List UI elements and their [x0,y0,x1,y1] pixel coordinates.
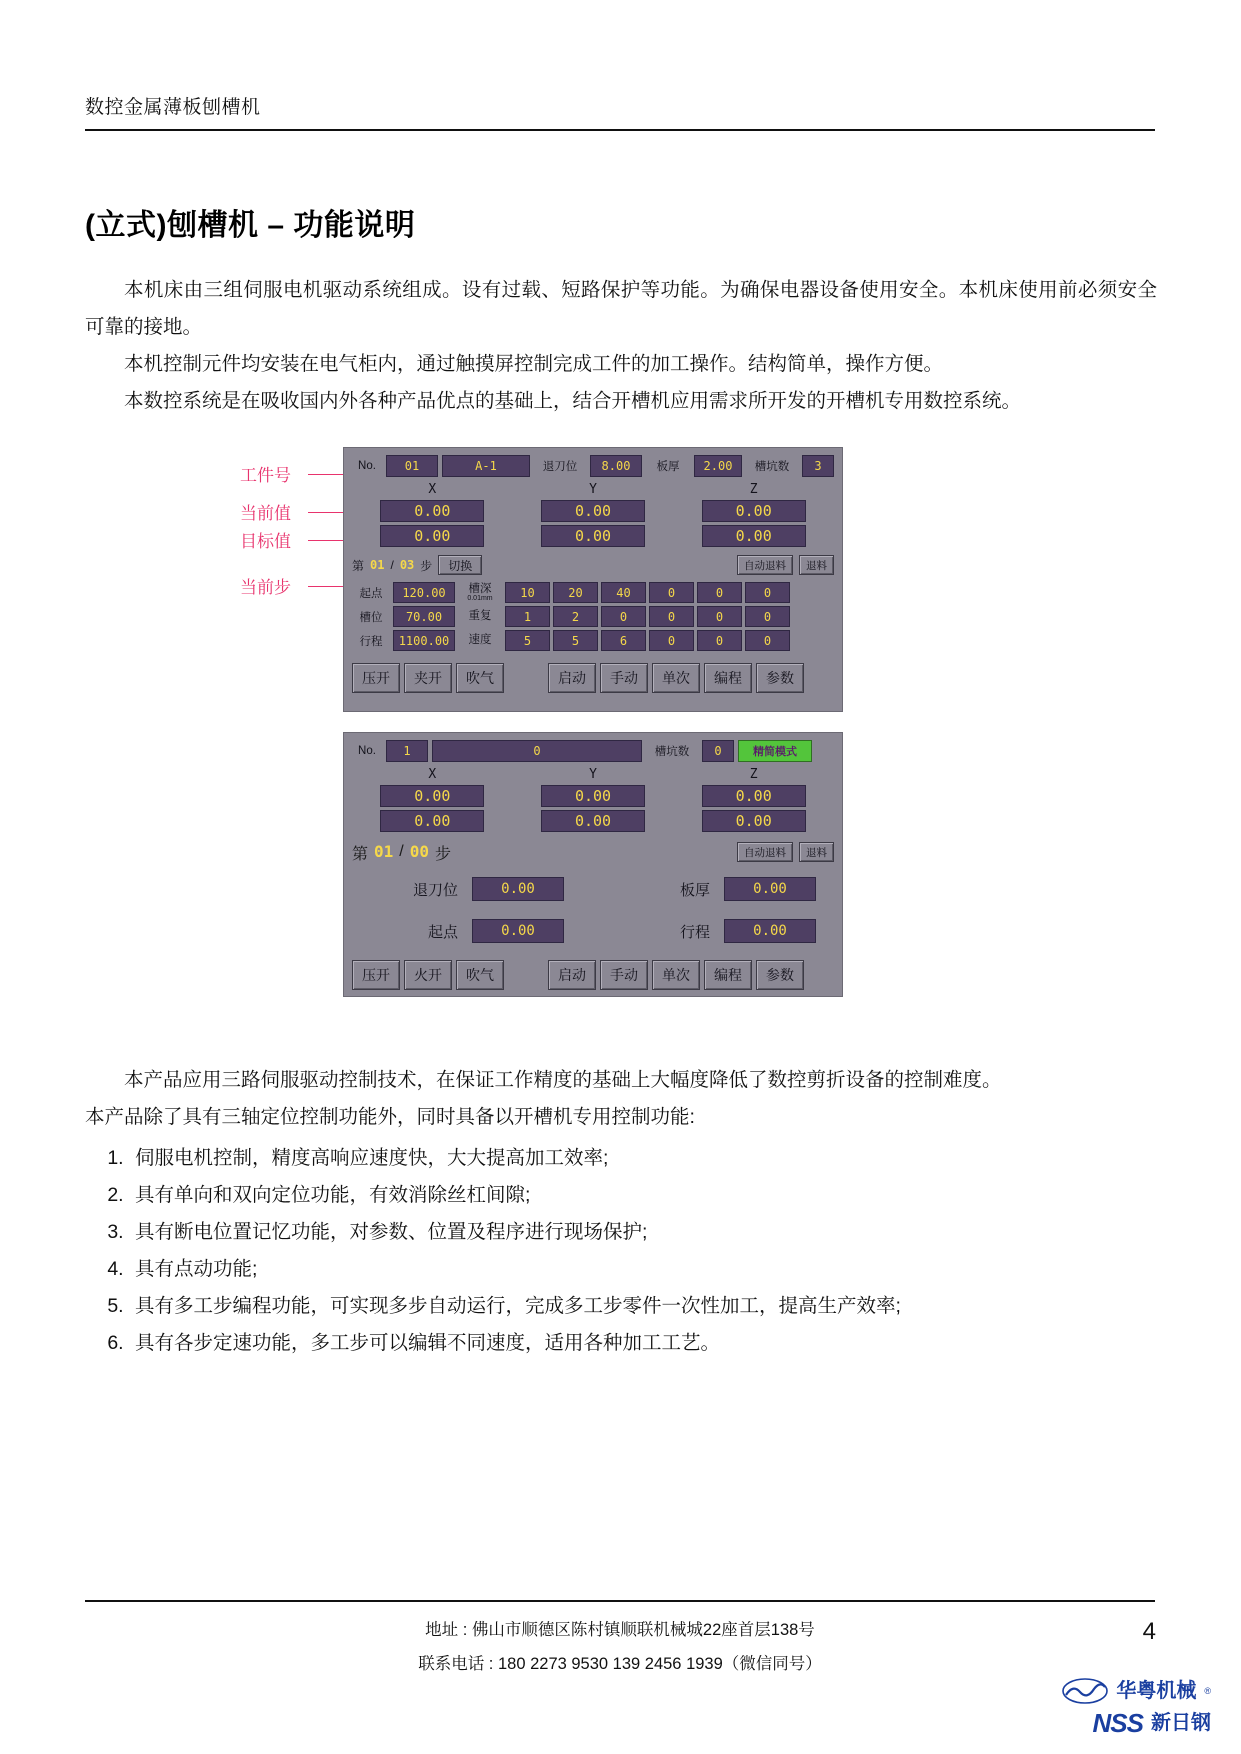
panel1-button-bar [352,663,834,693]
blow-air-button[interactable]: 吹气 [456,663,504,693]
groove-depth-cell[interactable]: 0 [697,582,742,603]
workpiece-name-field[interactable]: 0 [432,740,642,762]
lower-paragraph-2: 本产品除了具有三轴定位控制功能外，同时具备以开槽机专用控制功能: [85,1106,695,1128]
annotation-current-step: 当前步 [240,573,291,598]
retract-position-label: 退刀位 [412,881,458,899]
thickness-field[interactable]: 2.00 [694,455,742,477]
intro-paragraph-3: 本数控系统是在吸收国内外各种产品优点的基础上，结合开槽机应用需求所开发的开槽机专用数控系统。 [124,390,1022,412]
panel1-step-row [352,555,834,575]
panel2-target-values [352,810,834,832]
repeat-cell[interactable]: 1 [505,606,550,627]
lower-paragraph-1: 本产品应用三路伺服驱动控制技术，在保证工作精度的基础上大幅度降低了数控剪折设备的控制难度。 [124,1069,1002,1091]
parameters-button[interactable]: 参数 [756,960,804,990]
repeat-cell[interactable]: 0 [649,606,694,627]
clamp-open-button[interactable]: 夹开 [404,663,452,693]
pit-count-label: 槽坑数 [754,461,790,473]
repeat-cell[interactable]: 2 [553,606,598,627]
logo-huayue-text: 华粤机械 [1116,1680,1197,1702]
panel2-header-row [352,740,834,762]
list-item: 6. 具有各步定速功能，多工步可以编辑不同速度，适用各种加工工艺。 [129,1325,1157,1362]
step-prefix: 第 [352,845,369,863]
intro-paragraph-1: 本机床由三组伺服电机驱动系统组成。设有过载、短路保护等功能。为确保电器设备使用安全。本机床使用前必须安全可靠的接地。 [85,279,1157,338]
step-current: 01 [374,842,394,861]
thickness-label: 板厚 [679,881,710,899]
panel1-current-values [352,500,834,522]
header-divider [85,129,1155,131]
workpiece-no-field[interactable]: 01 [386,455,438,477]
groove-depth-cell[interactable]: 40 [601,582,646,603]
unload-button[interactable]: 退料 [799,842,834,862]
list-item: 2. 具有单向和双向定位功能，有效消除丝杠间隙; [129,1177,1157,1214]
step-prefix: 第 [352,558,365,573]
list-item: 4. 具有点动功能; [129,1251,1157,1288]
logo-nss-text: NSS [1092,1708,1143,1738]
wave-logo-icon [1062,1678,1108,1704]
target-value-y[interactable]: 0.00 [541,810,645,832]
annotation-current-value: 当前值 [240,499,291,524]
brand-logos [1062,1678,1211,1736]
axis-label-x: X [428,767,437,782]
workpiece-no-field[interactable]: 1 [386,740,428,762]
parameters-button[interactable]: 参数 [756,663,804,693]
table-row [352,630,834,651]
unload-button[interactable]: 退料 [799,555,834,575]
groove-position-field[interactable]: 70.00 [393,606,455,627]
target-value-z[interactable]: 0.00 [702,525,806,547]
feature-section [85,1062,1157,1362]
page-number: 4 [1142,1618,1156,1645]
axis-label-y: Y [589,767,597,782]
repeat-cell[interactable]: 0 [697,606,742,627]
workpiece-no-label: No. [358,460,376,472]
panel2-axis-headers [352,767,834,782]
list-item: 1. 伺服电机控制，精度高响应速度快，大大提高加工效率; [129,1140,1157,1177]
pit-count-field[interactable]: 0 [702,740,734,762]
start-button[interactable]: 启动 [548,663,596,693]
thickness-label: 板厚 [656,461,680,473]
thickness-field[interactable]: 0.00 [724,877,816,901]
current-value-x[interactable]: 0.00 [380,500,484,522]
logo-nss-cn-text: 新日钢 [1151,1712,1211,1734]
registered-mark-icon: ® [1204,1685,1211,1696]
table-row [352,582,834,603]
groove-depth-cell[interactable]: 0 [745,582,790,603]
table-row [352,606,834,627]
panel1-parameter-grid [352,582,834,651]
single-cycle-button[interactable]: 单次 [652,960,700,990]
step-separator: / [399,843,404,860]
header-title: 数控金属薄板刨槽机 [85,97,261,118]
simple-mode-badge[interactable]: 精简模式 [738,740,812,762]
panel1-target-values [352,525,834,547]
programming-button[interactable]: 编程 [704,960,752,990]
speed-label: 速度 [468,634,492,647]
auto-unload-button[interactable]: 自动退料 [737,842,793,862]
step-total: 03 [399,558,415,572]
step-suffix: 步 [435,845,452,863]
groove-depth-cell[interactable]: 20 [553,582,598,603]
pit-count-label: 槽坑数 [654,746,690,758]
annotation-target-value: 目标值 [240,527,291,552]
footer-contact [85,1613,1155,1681]
panel2-current-values [352,785,834,807]
stroke-label: 行程 [679,923,710,941]
target-value-x[interactable]: 0.00 [380,525,484,547]
panel2-parameter-pairs [352,876,834,944]
programming-button[interactable]: 编程 [704,663,752,693]
step-suffix: 步 [420,558,433,573]
groove-depth-label: 槽深 0.01mm [467,582,493,602]
hmi-panel-simple [343,732,843,997]
current-value-y[interactable]: 0.00 [541,785,645,807]
repeat-cell[interactable]: 0 [601,606,646,627]
table-row [352,918,834,944]
current-value-z[interactable]: 0.00 [702,785,806,807]
footer-divider [85,1600,1155,1602]
target-value-z[interactable]: 0.00 [702,810,806,832]
retract-position-field[interactable]: 8.00 [590,455,642,477]
groove-position-label: 槽位 [359,611,383,624]
repeat-label: 重复 [468,610,492,623]
press-open-button[interactable]: 压开 [352,960,400,990]
footer-phone: 联系电话 : 180 2273 9530 139 2456 1939（微信同号） [418,1655,822,1673]
speed-cell[interactable]: 5 [505,630,550,651]
speed-cell[interactable]: 6 [601,630,646,651]
start-point-field[interactable]: 0.00 [472,919,564,943]
single-cycle-button[interactable]: 单次 [652,663,700,693]
list-item: 3. 具有断电位置记忆功能，对参数、位置及程序进行现场保护; [129,1214,1157,1251]
manual-button[interactable]: 手动 [600,663,648,693]
manual-button[interactable]: 手动 [600,960,648,990]
current-value-y[interactable]: 0.00 [541,500,645,522]
feature-list [85,1140,1157,1362]
logo-nss [1062,1710,1211,1736]
intro-paragraphs [85,272,1157,420]
current-value-z[interactable]: 0.00 [702,500,806,522]
hmi-screenshots [85,455,1157,995]
panel1-axis-headers [352,482,834,497]
target-value-y[interactable]: 0.00 [541,525,645,547]
panel1-header-row [352,455,834,477]
speed-cell[interactable]: 0 [745,630,790,651]
switch-button[interactable]: 切换 [438,555,482,575]
logo-huayue [1062,1678,1211,1704]
axis-label-z: Z [749,482,758,497]
speed-cell[interactable]: 5 [553,630,598,651]
fire-open-button[interactable]: 火开 [404,960,452,990]
press-open-button[interactable]: 压开 [352,663,400,693]
retract-position-field[interactable]: 0.00 [472,877,564,901]
document-header [85,92,1155,131]
step-separator: / [390,558,394,572]
groove-depth-cell[interactable]: 10 [505,582,550,603]
auto-unload-button[interactable]: 自动退料 [737,555,793,575]
workpiece-name-field[interactable]: A-1 [442,455,530,477]
intro-paragraph-2: 本机控制元件均安装在电气柜内，通过触摸屏控制完成工件的加工操作。结构简单，操作方便。 [124,353,944,375]
page-title: (立式)刨槽机 – 功能说明 [85,209,416,242]
axis-label-y: Y [589,482,597,497]
axis-label-x: X [428,482,437,497]
target-value-x[interactable]: 0.00 [380,810,484,832]
footer-address: 地址 : 佛山市顺德区陈村镇顺联机械城22座首层138号 [425,1621,815,1639]
step-total: 00 [409,842,429,861]
axis-label-z: Z [749,767,758,782]
panel2-button-bar [352,960,834,990]
stroke-field[interactable]: 0.00 [724,919,816,943]
start-point-field[interactable]: 120.00 [393,582,455,603]
stroke-label: 行程 [359,635,383,648]
repeat-cell[interactable]: 0 [745,606,790,627]
list-item: 5. 具有多工步编程功能，可实现多步自动运行，完成多工步零件一次性加工，提高生产效率; [129,1288,1157,1325]
pit-count-field[interactable]: 3 [802,455,834,477]
speed-cell[interactable]: 0 [697,630,742,651]
step-current: 01 [370,558,385,572]
workpiece-no-label: No. [358,745,376,757]
speed-cell[interactable]: 0 [649,630,694,651]
start-point-label: 起点 [359,587,383,600]
blow-air-button[interactable]: 吹气 [456,960,504,990]
start-button[interactable]: 启动 [548,960,596,990]
hmi-panel-full [343,447,843,712]
start-point-label: 起点 [427,923,458,941]
current-value-x[interactable]: 0.00 [380,785,484,807]
stroke-field[interactable]: 1100.00 [393,630,455,651]
panel2-step-row [352,842,834,862]
groove-depth-cell[interactable]: 0 [649,582,694,603]
annotation-workpiece-no: 工件号 [240,461,291,486]
table-row [352,876,834,902]
retract-position-label: 退刀位 [542,461,578,473]
